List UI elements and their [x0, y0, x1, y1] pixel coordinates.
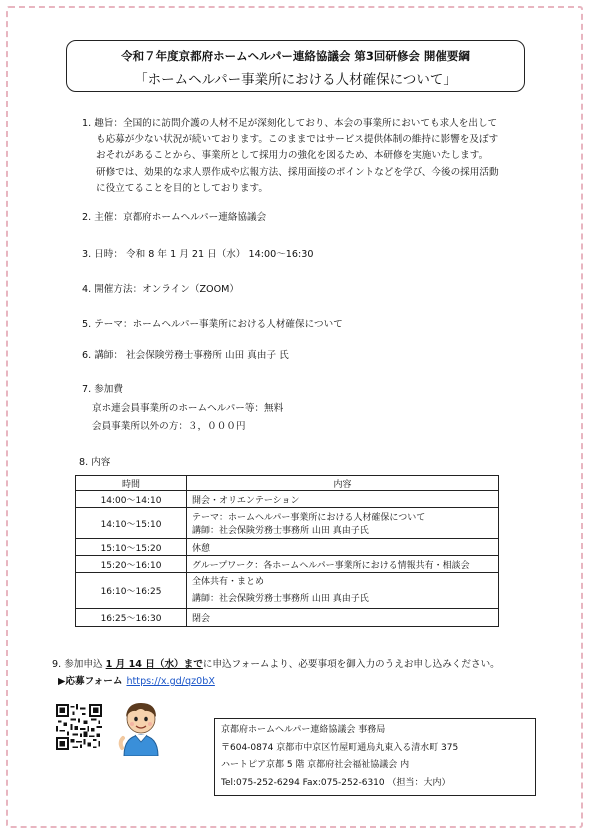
contact-line: Tel:075-252-6294 Fax:075-252-6310 （担当：大内）: [221, 777, 451, 788]
fee-nonmember: 会員事業所以外の方：３，０００円: [92, 421, 246, 432]
row-content-line: 閉会: [192, 614, 211, 624]
purpose-line: も応募が少ない状況が続いております。このままではサービス提供体制の維持に影響を及ぼす: [96, 134, 499, 146]
page-title: 令和７年度京都府ホームヘルパー連絡協議会 第3回研修会 開催要綱: [121, 49, 470, 63]
date-item: 3. 日時： 令和 8 年 1 月 21 日（水） 14:00～16:30: [82, 249, 314, 260]
row-content-line: 休憩: [192, 543, 211, 554]
row-content-line: グループワーク：各ホームヘルパー事業所における情報共有・相談会: [192, 560, 470, 571]
application-deadline: 1 月 14 日（水）まで: [105, 659, 203, 670]
row-time: 14:10～15:10: [76, 508, 187, 539]
table-row: [76, 556, 499, 573]
purpose-line: 研修では、効果的な求人票作成や広報方法、採用面接のポイントなどを学び、今後の採用活動: [96, 166, 499, 178]
lecturer-item: 6. 講師： 社会保険労務士事務所 山田 真由子 氏: [82, 350, 289, 361]
page-subtitle: 「ホームヘルパー事業所における人材確保について」: [134, 72, 457, 88]
table-header-content: 内容: [187, 476, 499, 491]
row-content: [187, 539, 499, 556]
row-content: [187, 556, 499, 573]
row-content: [187, 508, 499, 539]
application-form-line: [58, 673, 215, 687]
purpose-line: 1. 趣旨：全国的に訪問介護の人材不足が深刻化しており、本会の事業所においても求人を出して: [82, 118, 498, 129]
contact-line: 〒604-0874 京都市中京区竹屋町通烏丸東入る清水町 375: [221, 742, 459, 753]
row-time: 14:00～14:10: [76, 491, 187, 508]
table-row: [76, 573, 499, 609]
row-content: [187, 609, 499, 627]
row-time: 15:20～16:10: [76, 556, 187, 573]
organizer-item: 2. 主催：京都府ホームヘルパー連絡協議会: [82, 212, 267, 223]
application-instructions: [52, 656, 500, 670]
purpose-section: [82, 116, 499, 197]
method-item: 4. 開催方法：オンライン（ZOOM）: [82, 284, 239, 295]
row-content: [187, 491, 499, 508]
row-content-line: テーマ：ホームヘルパー事業所における人材確保について: [192, 513, 426, 523]
row-content-line: 講師：社会保険労務士事務所 山田 真由子氏: [192, 526, 369, 536]
fee-heading: 7. 参加費: [82, 384, 123, 395]
content-heading: 8. 内容: [79, 457, 111, 468]
application-suffix: に申込フォームより、必要事項を御入力のうえお申し込みください。: [202, 659, 500, 670]
row-time: 16:10～16:25: [76, 573, 187, 609]
application-prefix: 9. 参加申込: [52, 659, 106, 670]
helper-character-illustration: [114, 698, 168, 756]
title-box: [66, 40, 525, 92]
contact-line: 京都府ホームヘルパー連絡協議会 事務局: [221, 725, 386, 735]
row-content-line: 講師：社会保険労務士事務所 山田 真由子氏: [192, 593, 369, 604]
table-row: [76, 539, 499, 556]
qr-code-icon[interactable]: [56, 704, 102, 750]
purpose-line: おそれがあることから、事業所として採用力の強化を図るため、本研修を実施いたします。: [96, 150, 489, 162]
row-time: 15:10～15:20: [76, 539, 187, 556]
form-label: ▶応募フォーム: [58, 676, 123, 687]
row-content: [187, 573, 499, 609]
table-row: [76, 609, 499, 627]
contact-line: ハートピア京都 5 階 京都府社会福祉協議会 内: [221, 760, 410, 770]
fee-member: 京ホ連会員事業所のホームヘルパー等：無料: [92, 403, 284, 414]
table-row: [76, 508, 499, 539]
schedule-table: [75, 475, 499, 627]
purpose-line: に役立てることを目的としております。: [96, 182, 268, 194]
row-content-line: 開会・オリエンテーション: [192, 495, 300, 506]
table-header-time: 時間: [76, 476, 187, 491]
contact-info-box: [214, 718, 536, 796]
table-row: [76, 491, 499, 508]
row-content-line: 全体共有・まとめ: [192, 576, 265, 587]
theme-item: 5. テーマ：ホームヘルパー事業所における人材確保について: [82, 319, 343, 330]
table-header-row: [76, 476, 499, 491]
form-link[interactable]: https://x.gd/qz0bX: [126, 676, 215, 687]
row-time: 16:25～16:30: [76, 609, 187, 627]
